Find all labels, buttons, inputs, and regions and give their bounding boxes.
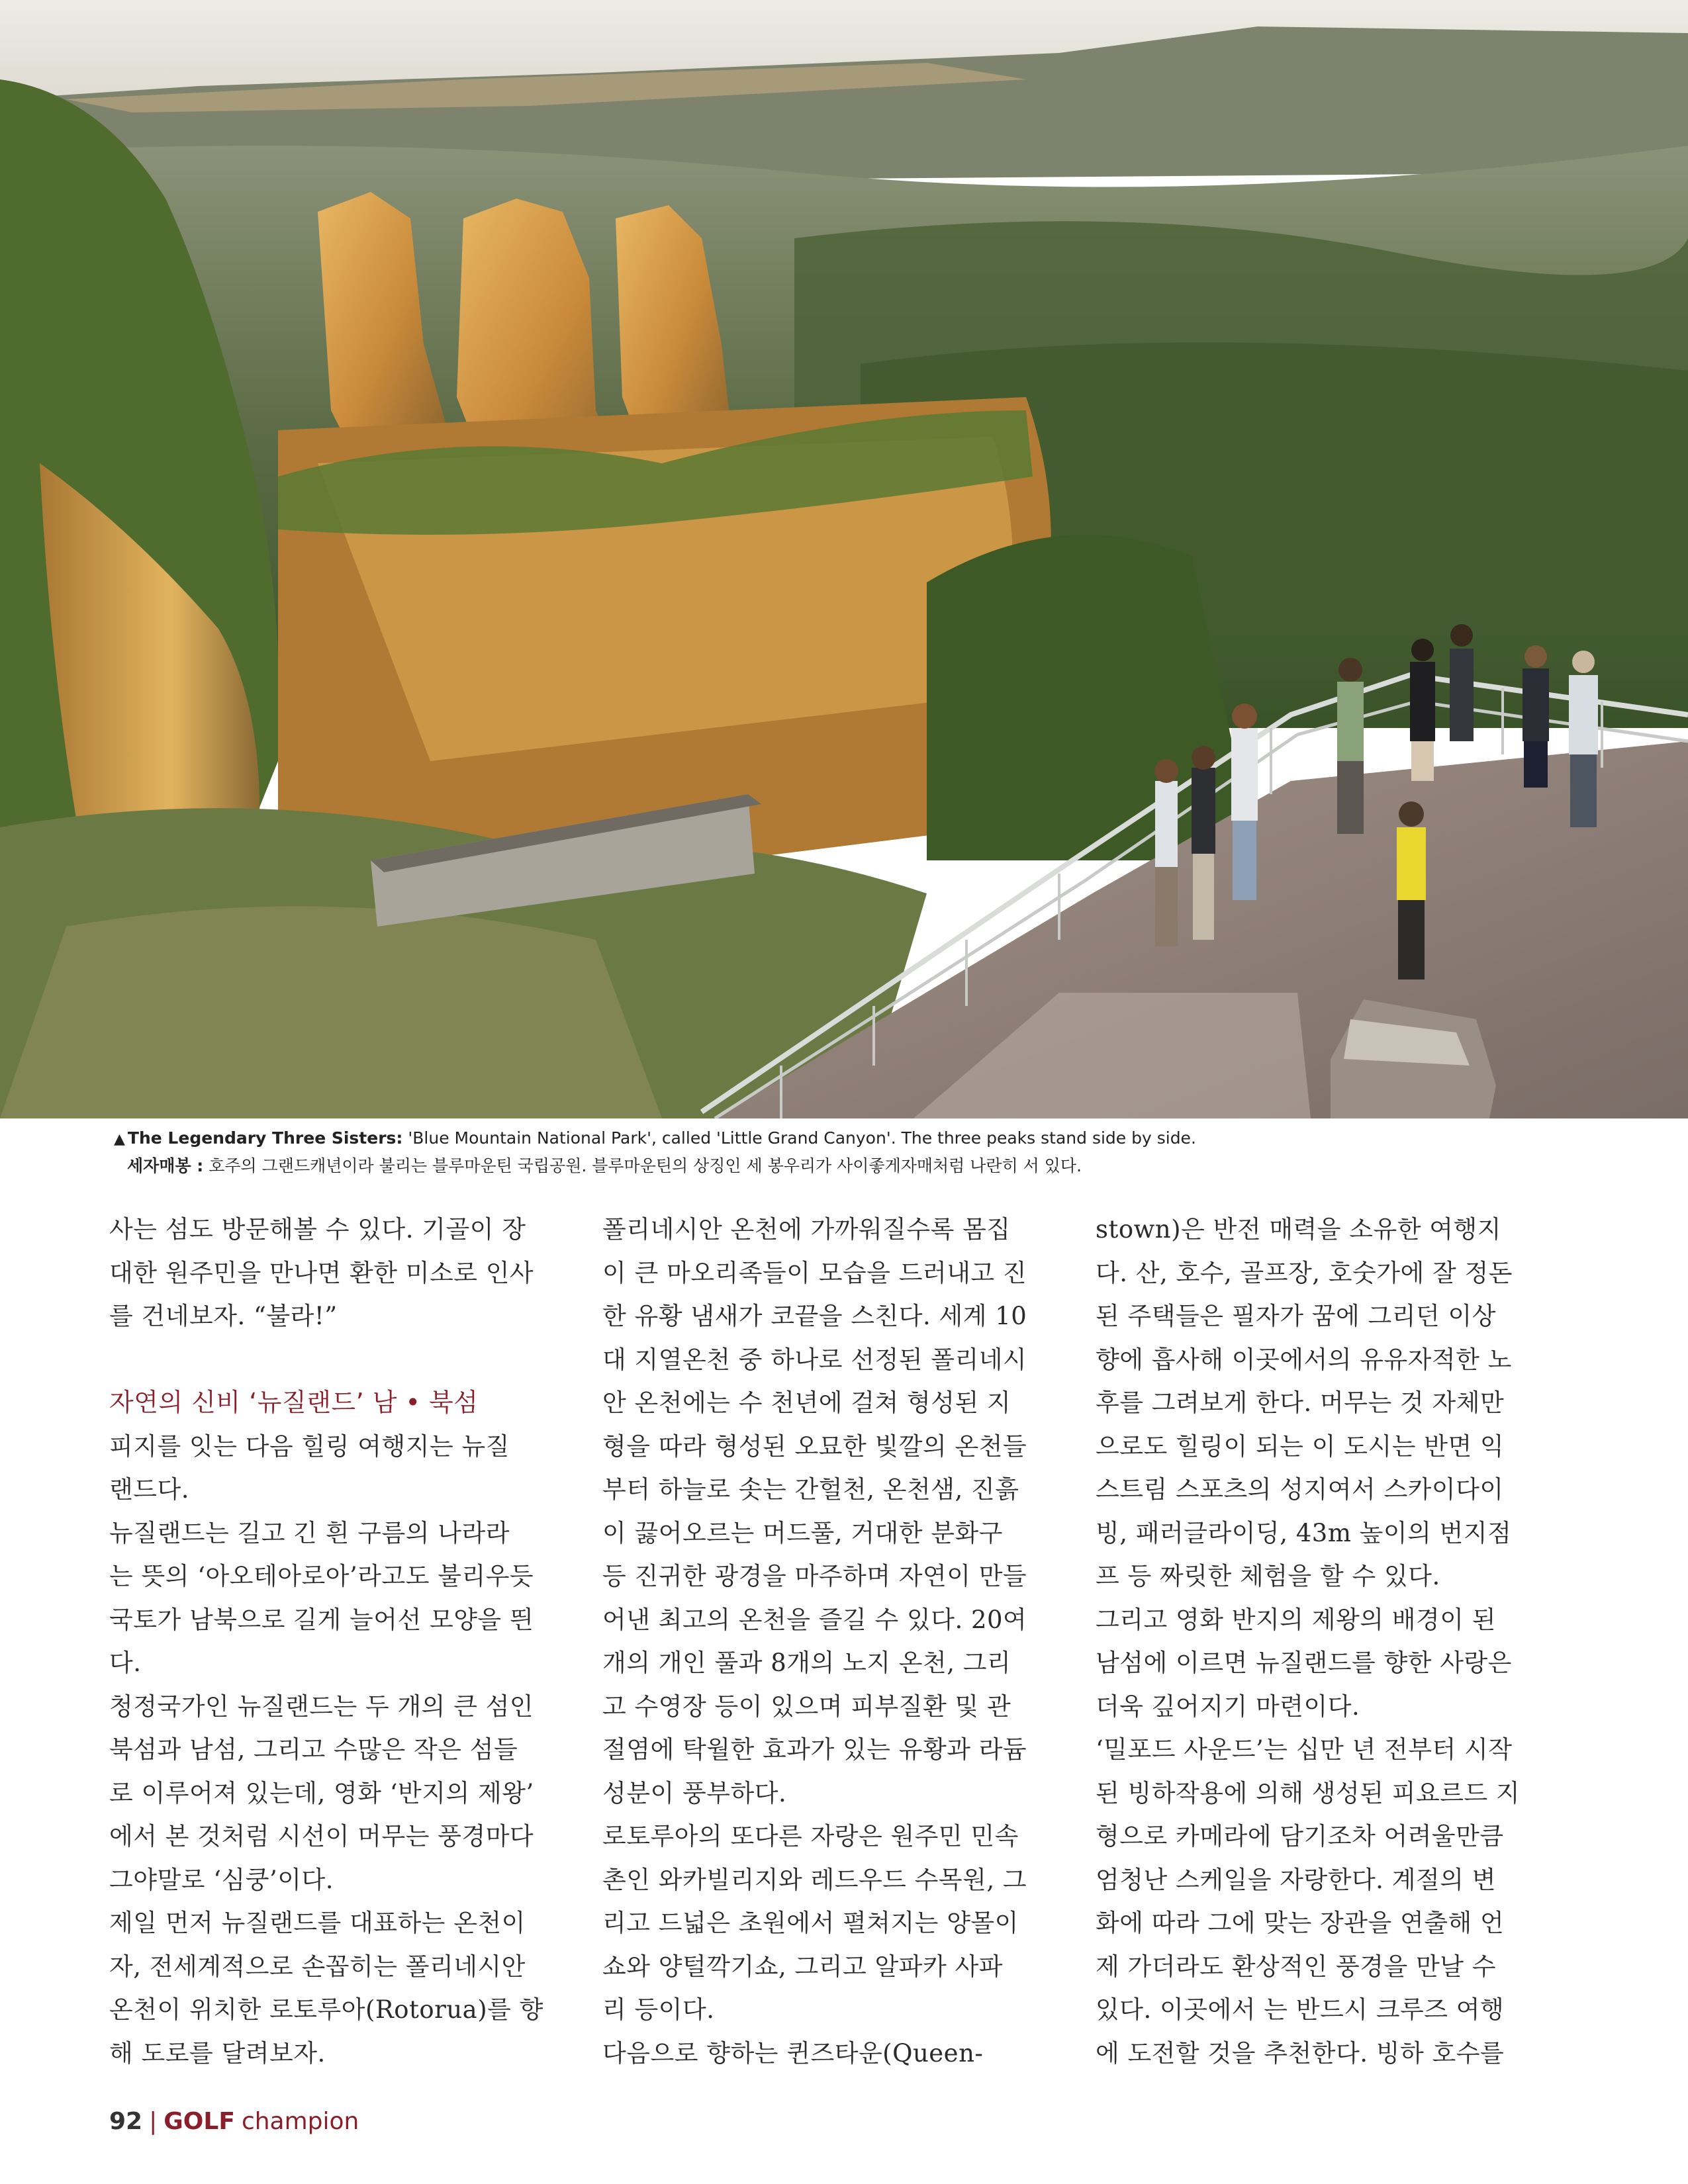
text-line: 개의 개인 풀과 8개의 노지 온천, 그리 — [602, 1649, 1011, 1677]
text-line: 엄청난 스케일을 자랑한다. 계절의 변 — [1096, 1865, 1496, 1894]
caption-korean: 호주의 그랜드캐년이라 불리는 블루마운틴 국립공원. 블루마운틴의 상징인 세 봉우리가 사이좋게자매처럼 나란히 서 있다. — [203, 1156, 1082, 1175]
caption-lead: The Legendary Three Sisters: — [127, 1128, 403, 1148]
text-line: 랜드다. — [109, 1475, 189, 1504]
text-line: 있다. 이곳에서 는 반드시 크루즈 여행 — [1096, 1995, 1505, 2024]
text-line: 다음으로 향하는 퀸즈타운(Queen- — [602, 2038, 984, 2068]
text-line: 형을 따라 형성된 오묘한 빛깔의 온천들 — [602, 1432, 1027, 1461]
paragraph — [602, 2032, 1053, 2075]
text-line: 형으로 카메라에 담기조차 어려울만큼 — [1096, 1822, 1504, 1850]
photo-caption — [114, 1125, 1610, 1179]
text-line: 향에 흡사해 이곳에서의 유유자적한 노 — [1096, 1345, 1512, 1374]
text-line: 남섬에 이르면 뉴질랜드를 향한 사랑은 — [1096, 1649, 1512, 1677]
text-line: 어낸 최고의 온천을 즐길 수 있다. 20여 — [602, 1605, 1027, 1634]
text-line: 로토루아의 또다른 자랑은 원주민 민속 — [602, 1822, 1019, 1850]
caption-korean-line — [114, 1153, 1610, 1179]
text-line: 고 수영장 등이 있으며 피부질환 및 관 — [602, 1692, 1011, 1721]
text-line: 로 이루어져 있는데, 영화 ‘반지의 제왕’ — [109, 1778, 534, 1807]
caption-korean-lead: 세자매봉 : — [127, 1156, 204, 1175]
caption-english-line — [114, 1125, 1610, 1153]
article-body — [109, 1208, 1546, 2088]
paragraph — [1096, 1208, 1546, 1598]
text-line: 청정국가인 뉴질랜드는 두 개의 큰 섬인 — [109, 1692, 534, 1721]
text-line: 프 등 짜릿한 체험을 할 수 있다. — [1096, 1562, 1440, 1590]
text-line: 안 온천에는 수 천년에 걸쳐 형성된 지 — [602, 1388, 1011, 1417]
section-heading: 자연의 신비 ‘뉴질랜드’ 남 • 북섬 — [109, 1388, 479, 1417]
page-number: 92 — [109, 2107, 143, 2135]
text-line: 리고 드넓은 초원에서 펼쳐지는 양몰이 — [602, 1909, 1019, 1937]
paragraph — [109, 1901, 559, 2075]
text-line: 에 도전할 것을 추천한다. 빙하 호수를 — [1096, 2038, 1505, 2068]
text-line: 폴리네시안 온천에 가까워질수록 몸집 — [602, 1215, 1011, 1244]
text-line: 제일 먼저 뉴질랜드를 대표하는 온천이 — [109, 1909, 526, 1937]
text-line: 해 도로를 달려보자. — [109, 2038, 326, 2068]
text-line: 된 주택들은 필자가 꿈에 그리던 이상 — [1096, 1302, 1496, 1330]
text-line: 리 등이다. — [602, 1995, 715, 2024]
text-line: 후를 그려보게 한다. 머무는 것 자체만 — [1096, 1388, 1505, 1417]
text-line: 그리고 영화 반지의 제왕의 배경이 된 — [1096, 1605, 1496, 1634]
column-1 — [109, 1208, 559, 2075]
paragraph — [109, 1425, 559, 1512]
text-line: 다. 산, 호수, 골프장, 호숫가에 잘 정돈 — [1096, 1258, 1513, 1287]
text-line: 더욱 깊어지기 마련이다. — [1096, 1692, 1360, 1721]
text-line: 쇼와 양털깍기쇼, 그리고 알파카 사파 — [602, 1952, 1003, 1981]
column-3 — [1096, 1208, 1546, 2075]
text-line: 북섬과 남섬, 그리고 수많은 작은 섬들 — [109, 1735, 518, 1764]
text-line: 에서 본 것처럼 시선이 머무는 풍경마다 — [109, 1822, 534, 1850]
text-line: 자, 전세계적으로 손꼽히는 폴리네시안 — [109, 1952, 526, 1981]
text-line: 대한 원주민을 만나면 환한 미소로 인사 — [109, 1258, 534, 1287]
text-line: 성분이 풍부하다. — [602, 1778, 787, 1807]
text-line: 그야말로 ‘심쿵’이다. — [109, 1865, 334, 1894]
text-line: 국토가 남북으로 길게 늘어선 모양을 띈 — [109, 1605, 534, 1634]
paragraph — [109, 1512, 559, 1685]
text-line: 으로도 힐링이 되는 이 도시는 반면 익 — [1096, 1432, 1505, 1461]
text-line: 이 큰 마오리족들이 모습을 드러내고 진 — [602, 1258, 1027, 1287]
text-line: 화에 따라 그에 맞는 장관을 연출해 언 — [1096, 1909, 1505, 1937]
text-line: 를 건네보자. “불라!” — [109, 1302, 338, 1330]
paragraph — [1096, 1598, 1546, 1729]
divider: | — [149, 2107, 158, 2135]
text-line: 빙, 패러글라이딩, 43m 높이의 번지점 — [1096, 1518, 1512, 1547]
text-line: 이 끓어오르는 머드풀, 거대한 분화구 — [602, 1518, 1003, 1547]
text-line: stown)은 반전 매력을 소유한 여행지 — [1096, 1215, 1502, 1244]
paragraph — [602, 1208, 1053, 1815]
text-line: 온천이 위치한 로토루아(Rotorua)를 향 — [109, 1995, 543, 2024]
text-line: 된 빙하작용에 의해 생성된 피요르드 지 — [1096, 1778, 1521, 1807]
column-2 — [602, 1208, 1053, 2075]
text-line: 뉴질랜드는 길고 긴 흰 구름의 나라라 — [109, 1518, 510, 1547]
text-line: 는 뜻의 ‘아오테아로아’라고도 불리우듯 — [109, 1562, 534, 1590]
text-line: 피지를 잇는 다음 힐링 여행지는 뉴질 — [109, 1432, 510, 1461]
text-line: 사는 섬도 방문해볼 수 있다. 기골이 장 — [109, 1215, 526, 1244]
text-line: 한 유황 냄새가 코끝을 스친다. 세계 10 — [602, 1302, 1027, 1330]
page-footer — [109, 2105, 359, 2138]
text-line: 절염에 탁월한 효과가 있는 유황과 라듐 — [602, 1735, 1027, 1764]
magazine-name-champion: champion — [241, 2107, 359, 2135]
triangle-icon: ▲ — [114, 1131, 125, 1148]
paragraph — [1096, 1728, 1546, 2075]
text-line: 대 지열온천 중 하나로 선정된 폴리네시 — [602, 1345, 1027, 1374]
paragraph — [602, 1815, 1053, 2032]
text-line: ‘밀포드 사운드’는 십만 년 전부터 시작 — [1096, 1735, 1513, 1764]
text-line: 제 가더라도 환상적인 풍경을 만날 수 — [1096, 1952, 1496, 1981]
text-line: 등 진귀한 광경을 마주하며 자연이 만들 — [602, 1562, 1027, 1590]
text-line: 다. — [109, 1649, 142, 1677]
text-line: 스트림 스포츠의 성지여서 스카이다이 — [1096, 1475, 1504, 1504]
paragraph — [109, 1208, 559, 1338]
paragraph — [109, 1685, 559, 1902]
magazine-name-golf: GOLF — [164, 2107, 235, 2135]
text-line: 부터 하늘로 솟는 간헐천, 온천샘, 진흙 — [602, 1475, 1019, 1504]
text-line: 촌인 와카빌리지와 레드우드 수목원, 그 — [602, 1865, 1027, 1894]
caption-english: 'Blue Mountain National Park', called 'Little Grand Canyon'. The three peaks stand side by side. — [402, 1128, 1196, 1148]
